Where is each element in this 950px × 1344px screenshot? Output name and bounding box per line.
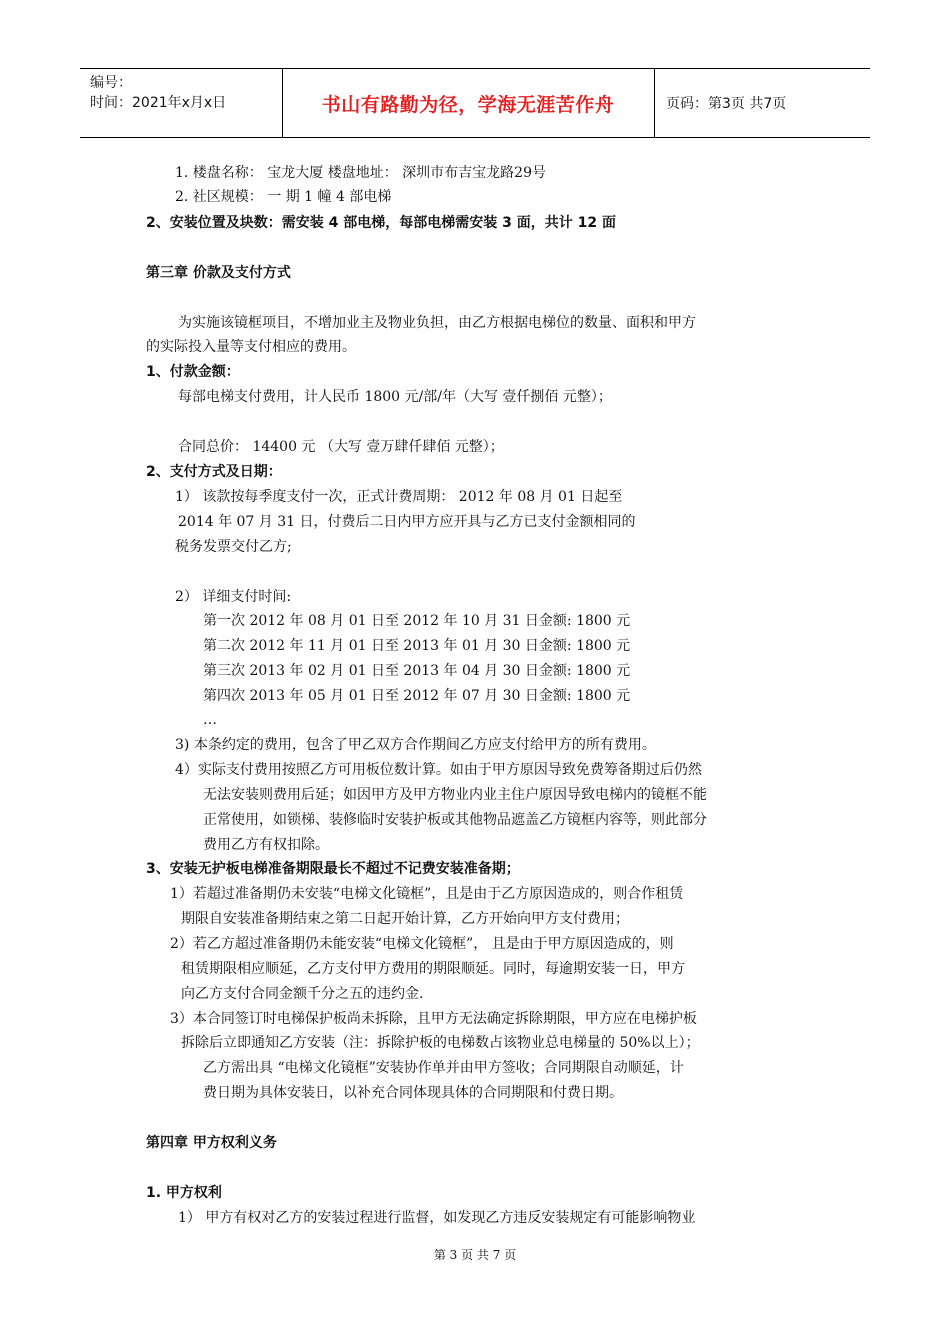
text-line: 合同总价： 14400 元 （大写 壹万肆仟肆佰 元整）； — [178, 439, 504, 455]
time-label: 时间：2021年x月x日 — [90, 95, 227, 111]
text-line: 3）本合同签订时电梯保护板尚未拆除，且甲方无法确定拆除期限，甲方应在电梯护板 — [170, 1011, 697, 1027]
page-header — [80, 68, 870, 138]
code-label: 编号： — [90, 75, 132, 91]
header-meta — [80, 69, 283, 137]
text-line: 1. 甲方权利 — [146, 1185, 222, 1201]
text-line: 1. 楼盘名称： 宝龙大厦 楼盘地址： 深圳市布吉宝龙路29号 — [175, 165, 546, 181]
header-page-number: 页码：第3页 共7页 — [666, 96, 787, 112]
text-line: 拆除后立即通知乙方安装（注：拆除护板的电梯数占该物业总电梯量的 50%以上）； — [181, 1035, 700, 1051]
text-line: … — [203, 712, 217, 728]
text-line: 1、付款金额： — [146, 364, 240, 380]
text-line: 第四次 2013 年 05 月 01 日至 2012 年 07 月 30 日金额: 1800 元 — [203, 688, 631, 704]
text-line: 为实施该镜框项目，不增加业主及物业负担，由乙方根据电梯位的数量、面积和甲方 — [178, 315, 696, 331]
text-line: 每部电梯支付费用，计人民币 1800 元/部/年（大写 壹仟捌佰 元整）； — [178, 389, 612, 405]
text-line: 向乙方支付合同金额千分之五的违约金. — [181, 986, 424, 1002]
text-line: 2、支付方式及日期： — [146, 464, 282, 480]
text-line: 第四章 甲方权利义务 — [146, 1135, 277, 1151]
text-line: 2） 详细支付时间: — [175, 589, 292, 605]
text-line: 3、安装无护板电梯准备期限最长不超过不记费安装准备期； — [146, 861, 520, 877]
text-line: 税务发票交付乙方; — [175, 539, 292, 555]
text-line: 1） 甲方有权对乙方的安装过程进行监督，如发现乙方违反安装规定有可能影响物业 — [178, 1210, 696, 1226]
text-line: 2. 社区规模： 一 期 1 幢 4 部电梯 — [175, 189, 392, 205]
text-line: 3) 本条约定的费用，包含了甲乙双方合作期间乙方应支付给甲方的所有费用。 — [175, 737, 656, 753]
text-line: 费日期为具体安装日，以补充合同体现具体的合同期限和付费日期。 — [203, 1085, 623, 1101]
text-line: 4）实际支付费用按照乙方可用板位数计算。如由于甲方原因导致免费筹备期过后仍然 — [175, 762, 702, 778]
text-line: 费用乙方有权扣除。 — [203, 837, 329, 853]
header-motto: 书山有路勤为径，学海无涯苦作舟 — [282, 69, 655, 137]
text-line: 第二次 2012 年 11 月 01 日至 2013 年 01 月 30 日金额: 1800 元 — [203, 638, 631, 654]
text-line: 第三次 2013 年 02 月 01 日至 2013 年 04 月 30 日金额: 1800 元 — [203, 663, 631, 679]
text-line: 1）若超过准备期仍未安装“电梯文化镜框”，且是由于乙方原因造成的，则合作租赁 — [170, 886, 684, 902]
page-footer: 第 3 页 共 7 页 — [433, 1248, 517, 1262]
text-line: 2、安装位置及块数：需安装 4 部电梯，每部电梯需安装 3 面，共计 12 面 — [146, 215, 616, 231]
text-line: 1） 该款按每季度支付一次，正式计费周期： 2012 年 08 月 01 日起至 — [175, 489, 623, 505]
text-line: 第三章 价款及支付方式 — [146, 265, 291, 281]
text-line: 正常使用，如锁梯、装修临时安装护板或其他物品遮盖乙方镜框内容等，则此部分 — [203, 812, 707, 828]
text-line: 2014 年 07 月 31 日，付费后二日内甲方应开具与乙方已支付金额相同的 — [178, 514, 636, 530]
text-line: 的实际投入量等支付相应的费用。 — [146, 339, 356, 355]
text-line: 租赁期限相应顺延，乙方支付甲方费用的期限顺延。同时，每逾期安装一日，甲方 — [181, 961, 685, 977]
text-line: 期限自安装准备期结束之第二日起开始计算，乙方开始向甲方支付费用； — [181, 911, 629, 927]
text-line: 乙方需出具 “电梯文化镜框”安装协作单并由甲方签收；合同期限自动顺延，计 — [203, 1060, 684, 1076]
text-line: 第一次 2012 年 08 月 01 日至 2012 年 10 月 31 日金额: 1800 元 — [203, 613, 631, 629]
text-line: 2）若乙方超过准备期仍未能安装“电梯文化镜框”， 且是由于甲方原因造成的，则 — [170, 936, 674, 952]
text-line: 无法安装则费用后延；如因甲方及甲方物业内业主住户原因导致电梯内的镜框不能 — [203, 787, 707, 803]
